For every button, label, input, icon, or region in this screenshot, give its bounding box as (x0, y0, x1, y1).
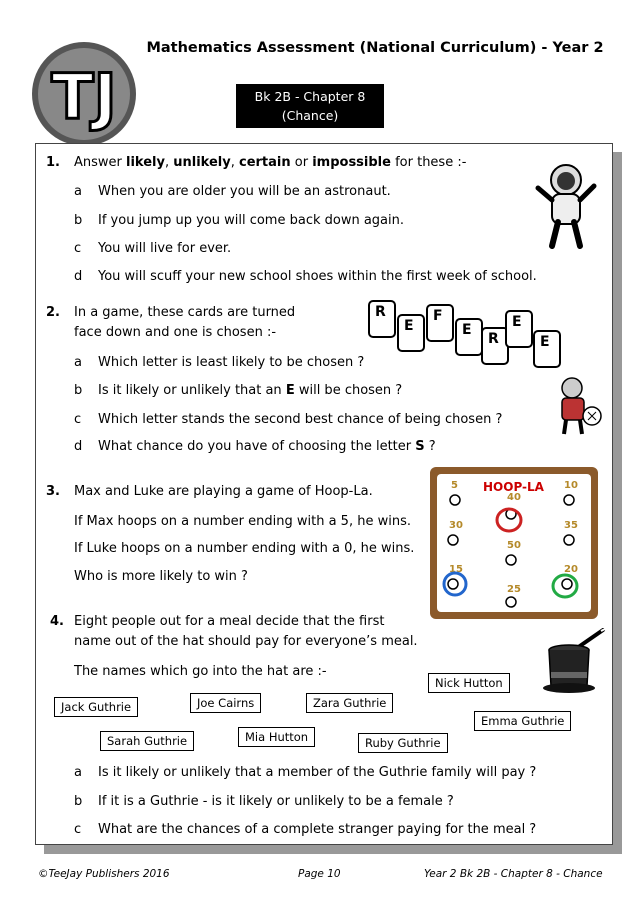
q2d-text: What chance do you have of choosing the letter S ? (98, 439, 436, 454)
hoopla-number-15: 15 (449, 564, 463, 575)
hoopla-board-inner (437, 474, 591, 612)
card-e1: E (397, 314, 425, 352)
teejay-logo (30, 40, 138, 148)
q3-number: 3. (46, 484, 60, 499)
q1c-letter: c (74, 241, 82, 256)
q1b-letter: b (74, 213, 83, 228)
name-emma-guthrie: Emma Guthrie (474, 711, 571, 731)
q4-number: 4. (50, 614, 64, 629)
card-e3: E (505, 310, 533, 348)
hoopla-number-50: 50 (507, 540, 521, 551)
q4-line1: Eight people out for a meal decide that the first (74, 614, 385, 629)
card-r2: R (481, 327, 509, 365)
q4c-text: What are the chances of a complete stranger paying for the meal ? (98, 822, 537, 837)
name-jack-guthrie: Jack Guthrie (54, 697, 138, 717)
card-f: F (426, 304, 454, 342)
q2c-text: Which letter stands the second best chance of being chosen ? (98, 412, 503, 427)
q1-prompt: Answer likely, unlikely, certain or impossible for these :- (74, 155, 467, 170)
q4c-letter: c (74, 822, 82, 837)
q3-line2: If Max hoops on a number ending with a 5, he wins. (74, 514, 411, 529)
card-r1: R (368, 300, 396, 338)
chapter-label: Bk 2B - Chapter 8 (254, 89, 366, 104)
card-e2: E (455, 318, 483, 356)
name-ruby-guthrie: Ruby Guthrie (358, 733, 448, 753)
hoopla-number-25: 25 (507, 584, 521, 595)
page-title: Mathematics Assessment (National Curriculum) - Year 2 (146, 40, 604, 56)
q2b-letter: b (74, 383, 83, 398)
q4a-letter: a (74, 765, 82, 780)
hoopla-title: HOOP-LA (483, 480, 544, 494)
q4a-text: Is it likely or unlikely that a member of the Guthrie family will pay ? (98, 765, 537, 780)
hoopla-pegs (437, 474, 591, 612)
footer-copyright: ©TeeJay Publishers 2016 (38, 868, 170, 880)
name-nick-hutton: Nick Hutton (428, 673, 510, 693)
q4b-letter: b (74, 794, 83, 809)
chapter-topic: (Chance) (281, 108, 339, 123)
name-joe-cairns: Joe Cairns (190, 693, 261, 713)
q1a-text: When you are older you will be an astronaut. (98, 184, 391, 199)
q2a-letter: a (74, 355, 82, 370)
q1d-text: You will scuff your new school shoes within the first week of school. (98, 269, 537, 284)
q1a-letter: a (74, 184, 82, 199)
magic-hat-illustration (537, 628, 609, 696)
q2-line1: In a game, these cards are turned (74, 305, 296, 320)
q2b-text: Is it likely or unlikely that an E will be chosen ? (98, 383, 403, 398)
q2c-letter: c (74, 412, 82, 427)
q2-line2: face down and one is chosen :- (74, 325, 277, 340)
q1d-letter: d (74, 269, 83, 284)
name-zara-guthrie: Zara Guthrie (306, 693, 393, 713)
logo-text: TJ (51, 60, 117, 133)
footer-chapter: Year 2 Bk 2B - Chapter 8 - Chance (424, 868, 603, 880)
hoopla-number-10: 10 (564, 480, 578, 491)
q2a-text: Which letter is least likely to be chosen ? (98, 355, 365, 370)
q4-line2: name out of the hat should pay for everyone’s meal. (74, 634, 418, 649)
q1c-text: You will live for ever. (98, 241, 232, 256)
q3-line1: Max and Luke are playing a game of Hoop-La. (74, 484, 373, 499)
name-sarah-guthrie: Sarah Guthrie (100, 731, 194, 751)
hoopla-number-35: 35 (564, 520, 578, 531)
footer-page-number: Page 10 (298, 868, 341, 880)
hoopla-number-20: 20 (564, 564, 578, 575)
q2-number: 2. (46, 305, 60, 320)
hoopla-board (430, 467, 598, 619)
hoopla-number-40: 40 (507, 492, 521, 503)
chapter-box (236, 84, 384, 128)
name-mia-hutton: Mia Hutton (238, 727, 315, 747)
q3-line4: Who is more likely to win ? (74, 569, 248, 584)
q4b-text: If it is a Guthrie - is it likely or unlikely to be a female ? (98, 794, 454, 809)
astronaut-illustration (532, 160, 600, 252)
hoopla-number-5: 5 (451, 480, 458, 491)
boy-with-ball-illustration (550, 374, 602, 436)
q1-number: 1. (46, 155, 60, 170)
hoopla-number-30: 30 (449, 520, 463, 531)
card-e4: E (533, 330, 561, 368)
q4-line3: The names which go into the hat are :- (74, 664, 327, 679)
q2d-letter: d (74, 439, 83, 454)
q1b-text: If you jump up you will come back down again. (98, 213, 405, 228)
q3-line3: If Luke hoops on a number ending with a 0, he wins. (74, 541, 415, 556)
